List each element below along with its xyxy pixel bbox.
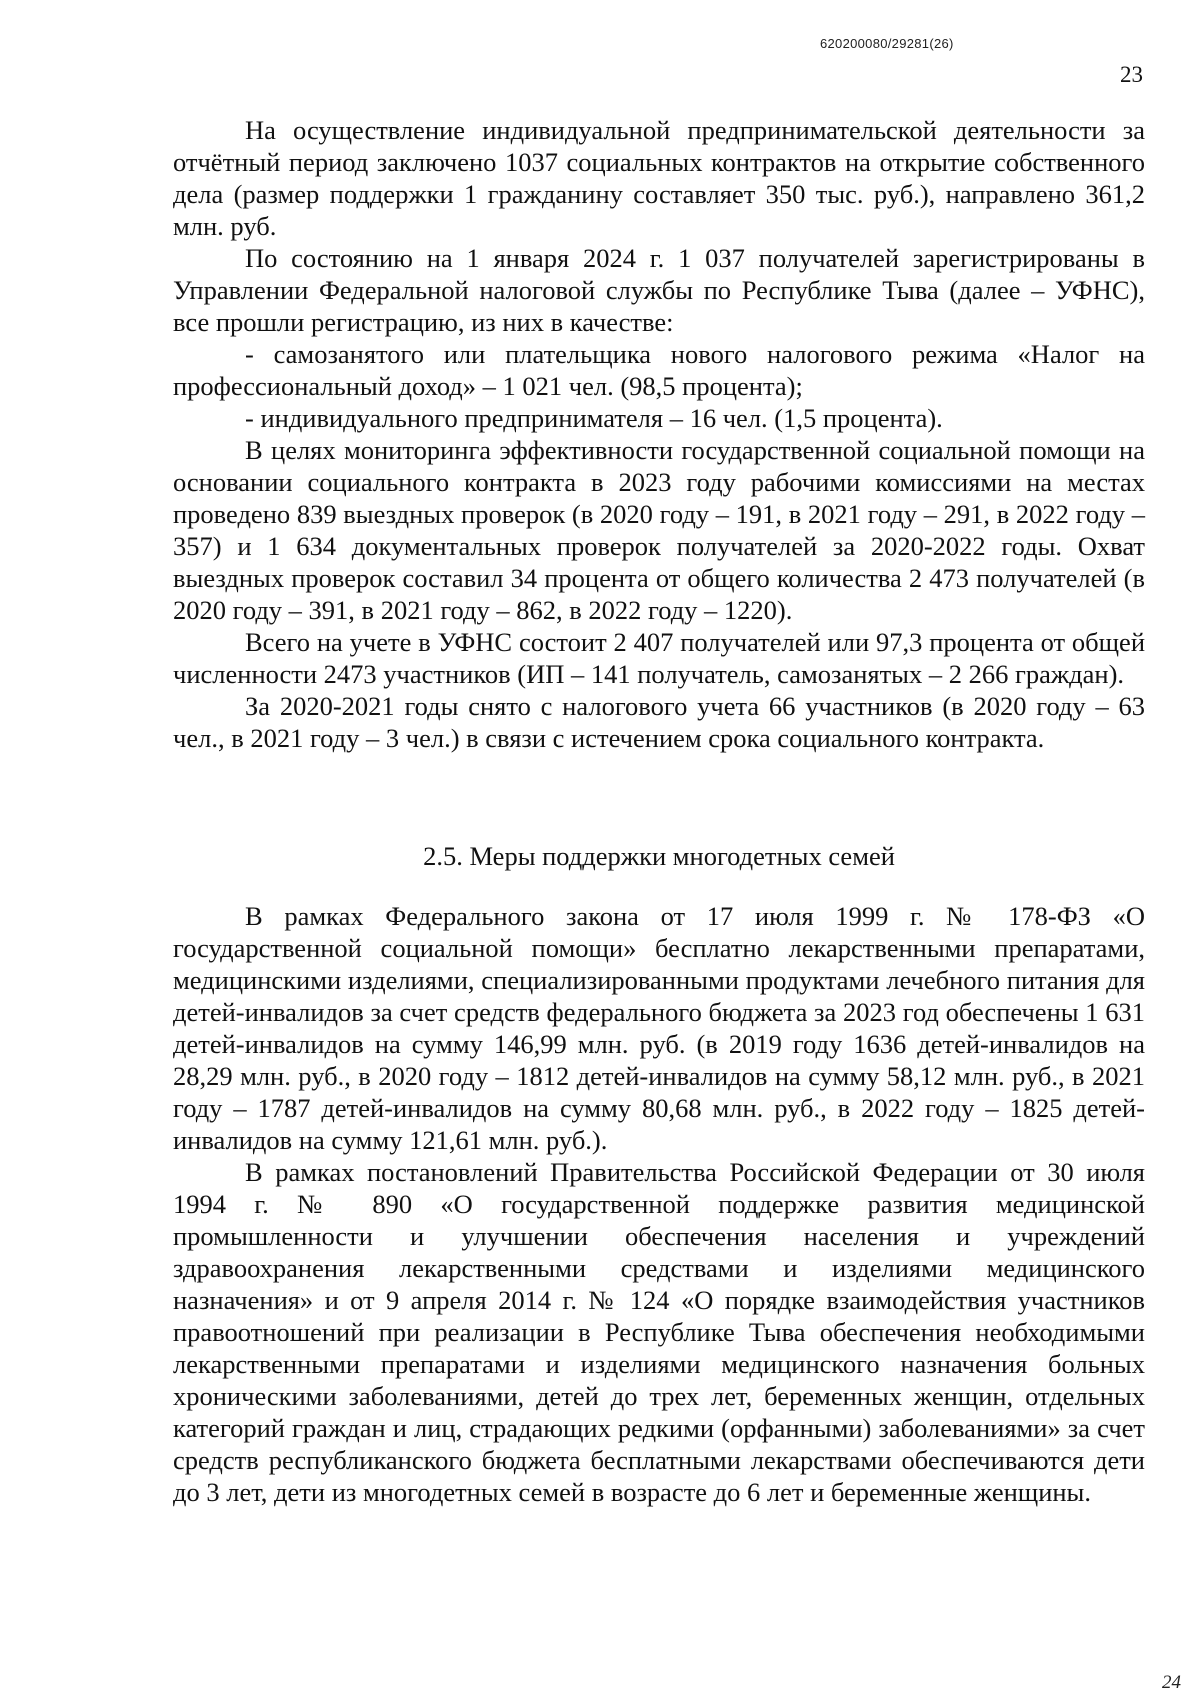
paragraph: По состоянию на 1 января 2024 г. 1 037 получателей зарегистрированы в Управлении Федеральной налоговой службы по Республике Тыва (далее – УФНС), все прошли регистрацию, из них в качестве:	[173, 243, 1145, 337]
list-item: - индивидуального предпринимателя – 16 чел. (1,5 процента).	[245, 403, 943, 433]
paragraph: Всего на учете в УФНС состоит 2 407 получателей или 97,3 процента от общей численности 2473 участников (ИП – 141 получатель, самозанятых – 2 266 граждан).	[173, 627, 1145, 689]
paragraph: За 2020-2021 годы снято с налогового учета 66 участников (в 2020 году – 63 чел., в 2021 году – 3 чел.) в связи с истечением срока социального контракта.	[173, 691, 1145, 753]
body-text-after-section	[173, 900, 1145, 1508]
paragraph: В целях мониторинга эффективности государственной социальной помощи на основании социального контракта в 2023 году рабочими комиссиями на местах проведено 839 выездных проверок (в 2020 году – 191, в 2021 году – 291, в 2022 году – 357) и 1 634 документальных проверок получателей за 2020-2022 годы. Охват выездных проверок составил 34 процента от общего количества 2 473 получателей (в 2020 году – 391, в 2021 году – 862, в 2022 году – 1220).	[173, 435, 1145, 625]
handwritten-page-mark: 24	[1162, 1672, 1181, 1693]
document-id: 620200080/29281(26)	[820, 36, 954, 51]
body-text-before-section	[173, 114, 1145, 754]
paragraph: В рамках Федерального закона от 17 июля 1999 г. № 178-ФЗ «О государственной социальной помощи» бесплатно лекарственными препаратами, медицинскими изделиями, специализированными продуктами лечебного питания для детей-инвалидов за счет средств федерального бюджета за 2023 год обеспечены 1 631 детей-инвалидов на сумму 146,99 млн. руб. (в 2019 году 1636 детей-инвалидов на 28,29 млн. руб., в 2020 году – 1812 детей-инвалидов на сумму 58,12 млн. руб., в 2021 году – 1787 детей-инвалидов на сумму 80,68 млн. руб., в 2022 году – 1825 детей-инвалидов на сумму 121,61 млн. руб.).	[173, 901, 1145, 1155]
list-item: - самозанятого или плательщика нового налогового режима «Налог на профессиональный доход» – 1 021 чел. (98,5 процента);	[173, 339, 1145, 401]
paragraph: В рамках постановлений Правительства Российской Федерации от 30 июля 1994 г. № 890 «О государственной поддержке развития медицинской промышленности и улучшении обеспечения населения и учреждений здравоохранения лекарственными средствами и изделиями медицинского назначения» и от 9 апреля 2014 г. № 124 «О порядке взаимодействия участников правоотношений при реализации в Республике Тыва обеспечения необходимыми лекарственными препаратами и изделиями медицинского назначения больных хроническими заболеваниями, детей до трех лет, беременных женщин, отдельных категорий граждан и лиц, страдающих редкими (орфанными) заболеваниями» за счет средств республиканского бюджета бесплатными лекарствами обеспечиваются дети до 3 лет, дети из многодетных семей в возрасте до 6 лет и беременные женщины.	[173, 1157, 1145, 1507]
section-heading: 2.5. Меры поддержки многодетных семей	[423, 841, 895, 871]
paragraph: На осуществление индивидуальной предпринимательской деятельности за отчётный период заключено 1037 социальных контрактов на открытие собственного дела (размер поддержки 1 гражданину составляет 350 тыс. руб.), направлено 361,2 млн. руб.	[173, 115, 1145, 241]
page-number: 23	[1120, 62, 1143, 87]
